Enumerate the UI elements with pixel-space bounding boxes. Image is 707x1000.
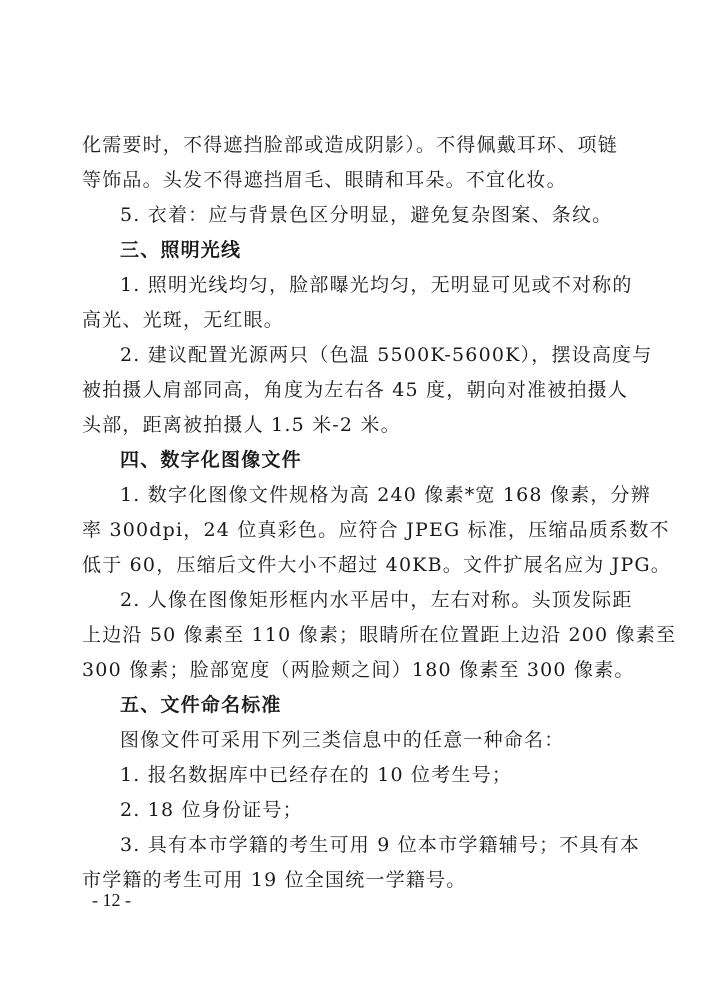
document-body (82, 128, 677, 898)
text-line: 300 像素；脸部宽度（两脸颊之间）180 像素至 300 像素。 (82, 659, 635, 681)
page-number: - 12 - (92, 890, 131, 910)
text-line: 头部，距离被拍摄人 1.5 米-2 米。 (82, 414, 401, 436)
text-line: 3. 具有本市学籍的考生可用 9 位本市学籍辅号；不具有本 (120, 834, 641, 856)
text-line: 化需要时，不得遮挡脸部或造成阴影）。不得佩戴耳环、项链 (82, 134, 618, 156)
text-line: 2. 人像在图像矩形框内水平居中，左右对称。头顶发际距 (120, 589, 633, 611)
section-heading: 三、照明光线 (120, 239, 242, 261)
text-line: 率 300dpi，24 位真彩色。应符合 JPEG 标准，压缩品质系数不 (82, 519, 670, 541)
text-line: 1. 报名数据库中已经存在的 10 位考生号； (120, 764, 513, 786)
text-line: 上边沿 50 像素至 110 像素；眼睛所在位置距上边沿 200 像素至 (82, 624, 677, 646)
text-line: 低于 60，压缩后文件大小不超过 40KB。文件扩展名应为 JPG。 (82, 554, 672, 576)
text-line: 2. 建议配置光源两只（色温 5500K-5600K），摆设高度与 (120, 344, 653, 366)
section-heading: 五、文件命名标准 (120, 694, 282, 716)
text-line: 图像文件可采用下列三类信息中的任意一种命名： (120, 729, 565, 751)
text-line: 等饰品。头发不得遮挡眉毛、眼睛和耳朵。不宜化妆。 (82, 169, 567, 191)
section-heading: 四、数字化图像文件 (120, 449, 302, 471)
text-line: 1. 数字化图像文件规格为高 240 像素*宽 168 像素，分辨 (120, 484, 651, 506)
text-line: 5. 衣着：应与背景色区分明显，避免复杂图案、条纹。 (120, 204, 613, 226)
text-line: 1. 照明光线均匀，脸部曝光均匀，无明显可见或不对称的 (120, 274, 633, 296)
text-line: 市学籍的考生可用 19 位全国统一学籍号。 (82, 869, 467, 891)
text-line: 被拍摄人肩部同高，角度为左右各 45 度，朝向对准被拍摄人 (82, 379, 629, 401)
text-line: 2. 18 位身份证号； (120, 799, 303, 821)
text-line: 高光、光斑，无红眼。 (82, 309, 285, 331)
